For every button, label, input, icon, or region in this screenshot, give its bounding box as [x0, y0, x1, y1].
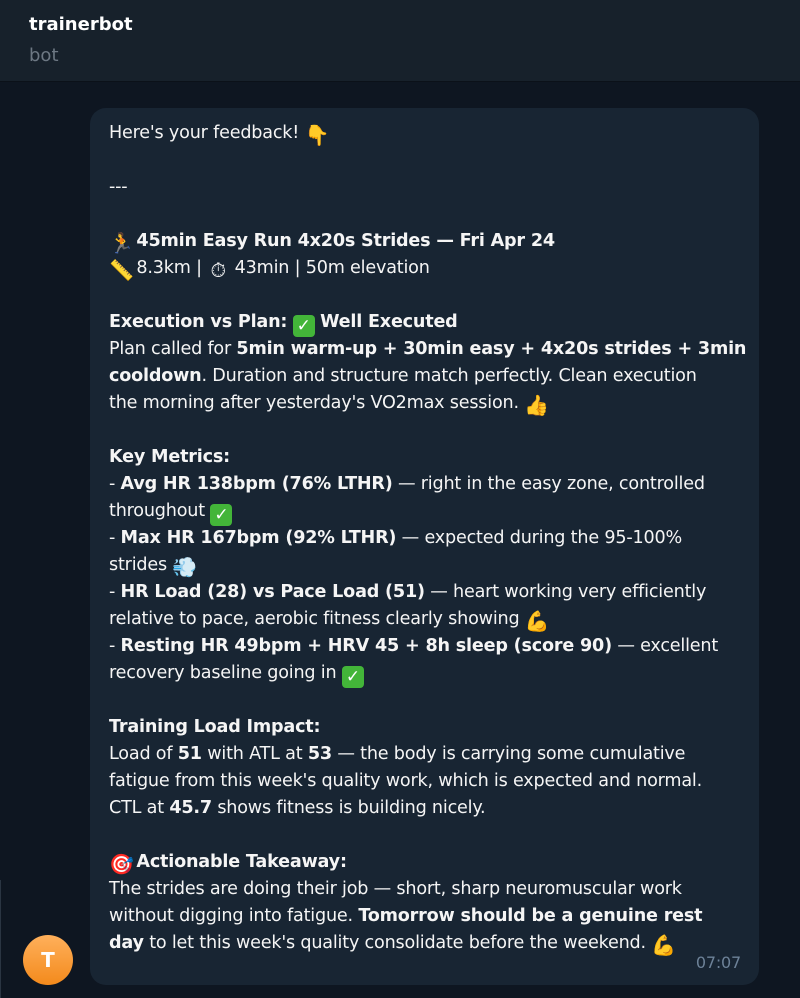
divider [0, 880, 1, 998]
pointing-down-emoji-icon: 👇 [304, 123, 330, 147]
ruler-emoji-icon: 📏 [109, 258, 134, 282]
load-heading: Training Load Impact: [109, 717, 321, 737]
message-timestamp: 07:07 [695, 953, 741, 972]
takeaway-line-1: The strides are doing their job — short, sharp neuromuscular work [109, 879, 682, 899]
load-line-3: CTL at 45.7 shows fitness is building nicely. [109, 798, 486, 818]
dash-emoji-icon: 💨 [172, 555, 198, 579]
metric-avg-hr-cont: throughout ✓ [109, 498, 741, 525]
check-mark-emoji-icon: ✓ [293, 315, 315, 337]
workout-title: 🏃 45min Easy Run 4x20s Strides — Fri Apr 24 [109, 231, 555, 255]
message-intro: Here's your feedback! 👇 [109, 123, 330, 147]
execution-line-2: cooldown. Duration and structure match perfectly. Clean execution [109, 366, 697, 386]
load-line-2: fatigue from this week's quality work, which is expected and normal. [109, 771, 702, 791]
runner-emoji-icon: 🏃 [109, 231, 134, 255]
execution-line-3: the morning after yesterday's VO2max session. 👍 [109, 393, 549, 417]
stopwatch-emoji-icon: ⏱ [210, 258, 226, 282]
execution-heading: Execution vs Plan: ✓ Well Executed [109, 312, 458, 336]
thumbs-up-emoji-icon: 👍 [524, 393, 549, 417]
metric-resting-cont: recovery baseline going in ✓ [109, 660, 741, 687]
load-line-1: Load of 51 with ATL at 53 — the body is carrying some cumulative [109, 744, 686, 764]
message-bubble[interactable] [90, 108, 759, 985]
chat-header[interactable] [0, 0, 800, 82]
check-mark-emoji-icon: ✓ [342, 666, 364, 688]
metric-resting: - Resting HR 49bpm + HRV 45 + 8h sleep (score 90) — excellent [109, 636, 719, 656]
chat-title: trainerbot [29, 14, 133, 35]
workout-stats: 📏 8.3km | ⏱ 43min | 50m elevation [109, 258, 430, 282]
metrics-heading: Key Metrics: [109, 447, 230, 467]
takeaway-line-3: day to let this week's quality consolidate before the weekend. 💪 [109, 933, 677, 957]
avatar[interactable]: T [23, 935, 73, 985]
metric-load: - HR Load (28) vs Pace Load (51) — heart working very efficiently [109, 582, 707, 602]
metric-load-cont: relative to pace, aerobic fitness clearly showing 💪 [109, 609, 550, 633]
check-mark-emoji-icon: ✓ [210, 504, 232, 526]
separator: --- [109, 177, 128, 197]
muscle-emoji-icon: 💪 [524, 609, 550, 633]
metric-max-hr: - Max HR 167bpm (92% LTHR) — expected during the 95-100% [109, 528, 682, 548]
chat-subtitle: bot [29, 45, 59, 66]
metric-max-hr-cont: strides 💨 [109, 555, 198, 579]
muscle-emoji-icon: 💪 [651, 933, 677, 957]
metric-avg-hr: - Avg HR 138bpm (76% LTHR) — right in the easy zone, controlled [109, 474, 705, 494]
target-emoji-icon: 🎯 [109, 852, 134, 876]
takeaway-line-2: without digging into fatigue. Tomorrow should be a genuine rest [109, 906, 703, 926]
takeaway-heading: 🎯 Actionable Takeaway: [109, 852, 347, 876]
execution-line-1: Plan called for 5min warm-up + 30min easy + 4x20s strides + 3min [109, 339, 747, 359]
